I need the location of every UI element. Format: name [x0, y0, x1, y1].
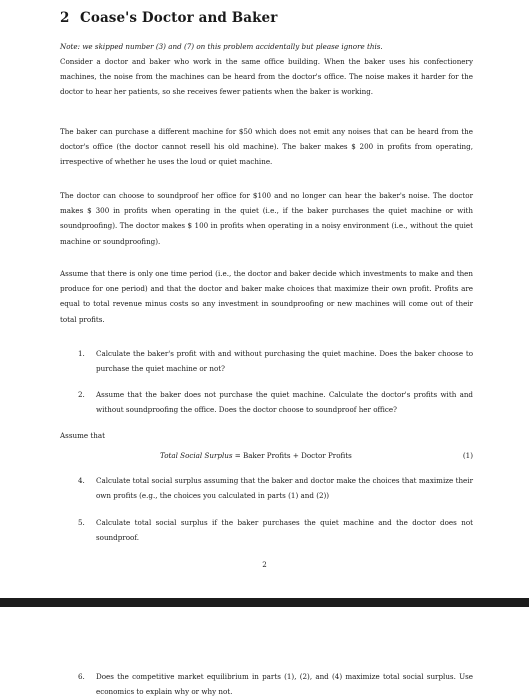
section-title: Coase's Doctor and Baker — [80, 10, 278, 26]
assume-that-text: Assume that — [60, 431, 105, 440]
equation-number: (1) — [462, 451, 473, 460]
question-number: 5. — [78, 518, 85, 527]
section-heading — [60, 10, 277, 26]
question-number: 6. — [78, 672, 85, 681]
equation-rhs: = Baker Profits + Doctor Profits — [232, 451, 352, 460]
question-text: Calculate the baker's profit with and without purchasing the quiet machine. Does the baker choose to purchase the quiet machine or not? — [96, 349, 473, 374]
page-2 — [0, 607, 529, 700]
paragraph-doctor-soundproof: The doctor can choose to soundproof her office for $100 and no longer can hear the baker's noise. The doctor makes $ 300 in profits when operating in the quiet (i.e., if the baker purchases the quiet machine or with soundproofing). The doctor makes $ 100 in profits when operating in a noisy environment (i.e., without the quiet machine or soundproofing). — [60, 191, 473, 246]
question-text: Calculate total social surplus if the baker purchases the quiet machine and the doctor does not soundproof. — [96, 518, 473, 543]
question-text: Assume that the baker does not purchase the quiet machine. Calculate the doctor's profits with and without soundproofing the office. Does the doctor choose to soundproof her office? — [96, 390, 473, 415]
question-number: 4. — [78, 476, 85, 485]
note-text: Note: we skipped number (3) and (7) on this problem accidentally but please ignore this. — [60, 42, 383, 51]
question-number: 2. — [78, 390, 85, 399]
section-number: 2 — [60, 10, 70, 26]
question-number: 1. — [78, 349, 85, 358]
paragraph-assumptions: Assume that there is only one time period (i.e., the doctor and baker decide which investments to make and then produce for one period) and that the doctor and baker make choices that maximize their own profit. Profits are equal to total revenue minus costs so any investment in soundproofing or new machines will come out of their total profits. — [60, 269, 473, 324]
paragraph-baker-machine: The baker can purchase a different machine for $50 which does not emit any noises that can be heard from the doctor's office (the doctor cannot resell his old machine). The baker makes $ 200 in profits from operating, irrespective of whether he uses the loud or quiet machine. — [60, 127, 473, 167]
question-text: Does the competitive market equilibrium in parts (1), (2), and (4) maximize total social surplus. Use economics to explain why or why not. — [96, 672, 473, 697]
paragraph-setup: Consider a doctor and baker who work in the same office building. When the baker uses his confectionery machines, the noise from the machines can be heard from the doctor's office. The noise makes it harder for the doctor to hear her patients, so she receives fewer patients when the baker is working. — [60, 57, 473, 97]
social-surplus-equation — [60, 448, 473, 463]
equation-lhs: Total Social Surplus — [160, 451, 233, 460]
page-number: 2 — [262, 560, 267, 569]
page-divider — [0, 598, 529, 607]
equation-body — [160, 448, 352, 463]
question-text: Calculate total social surplus assuming that the baker and doctor make the choices that maximize their own profits (e.g., the choices you calculated in parts (1) and (2)) — [96, 476, 473, 501]
